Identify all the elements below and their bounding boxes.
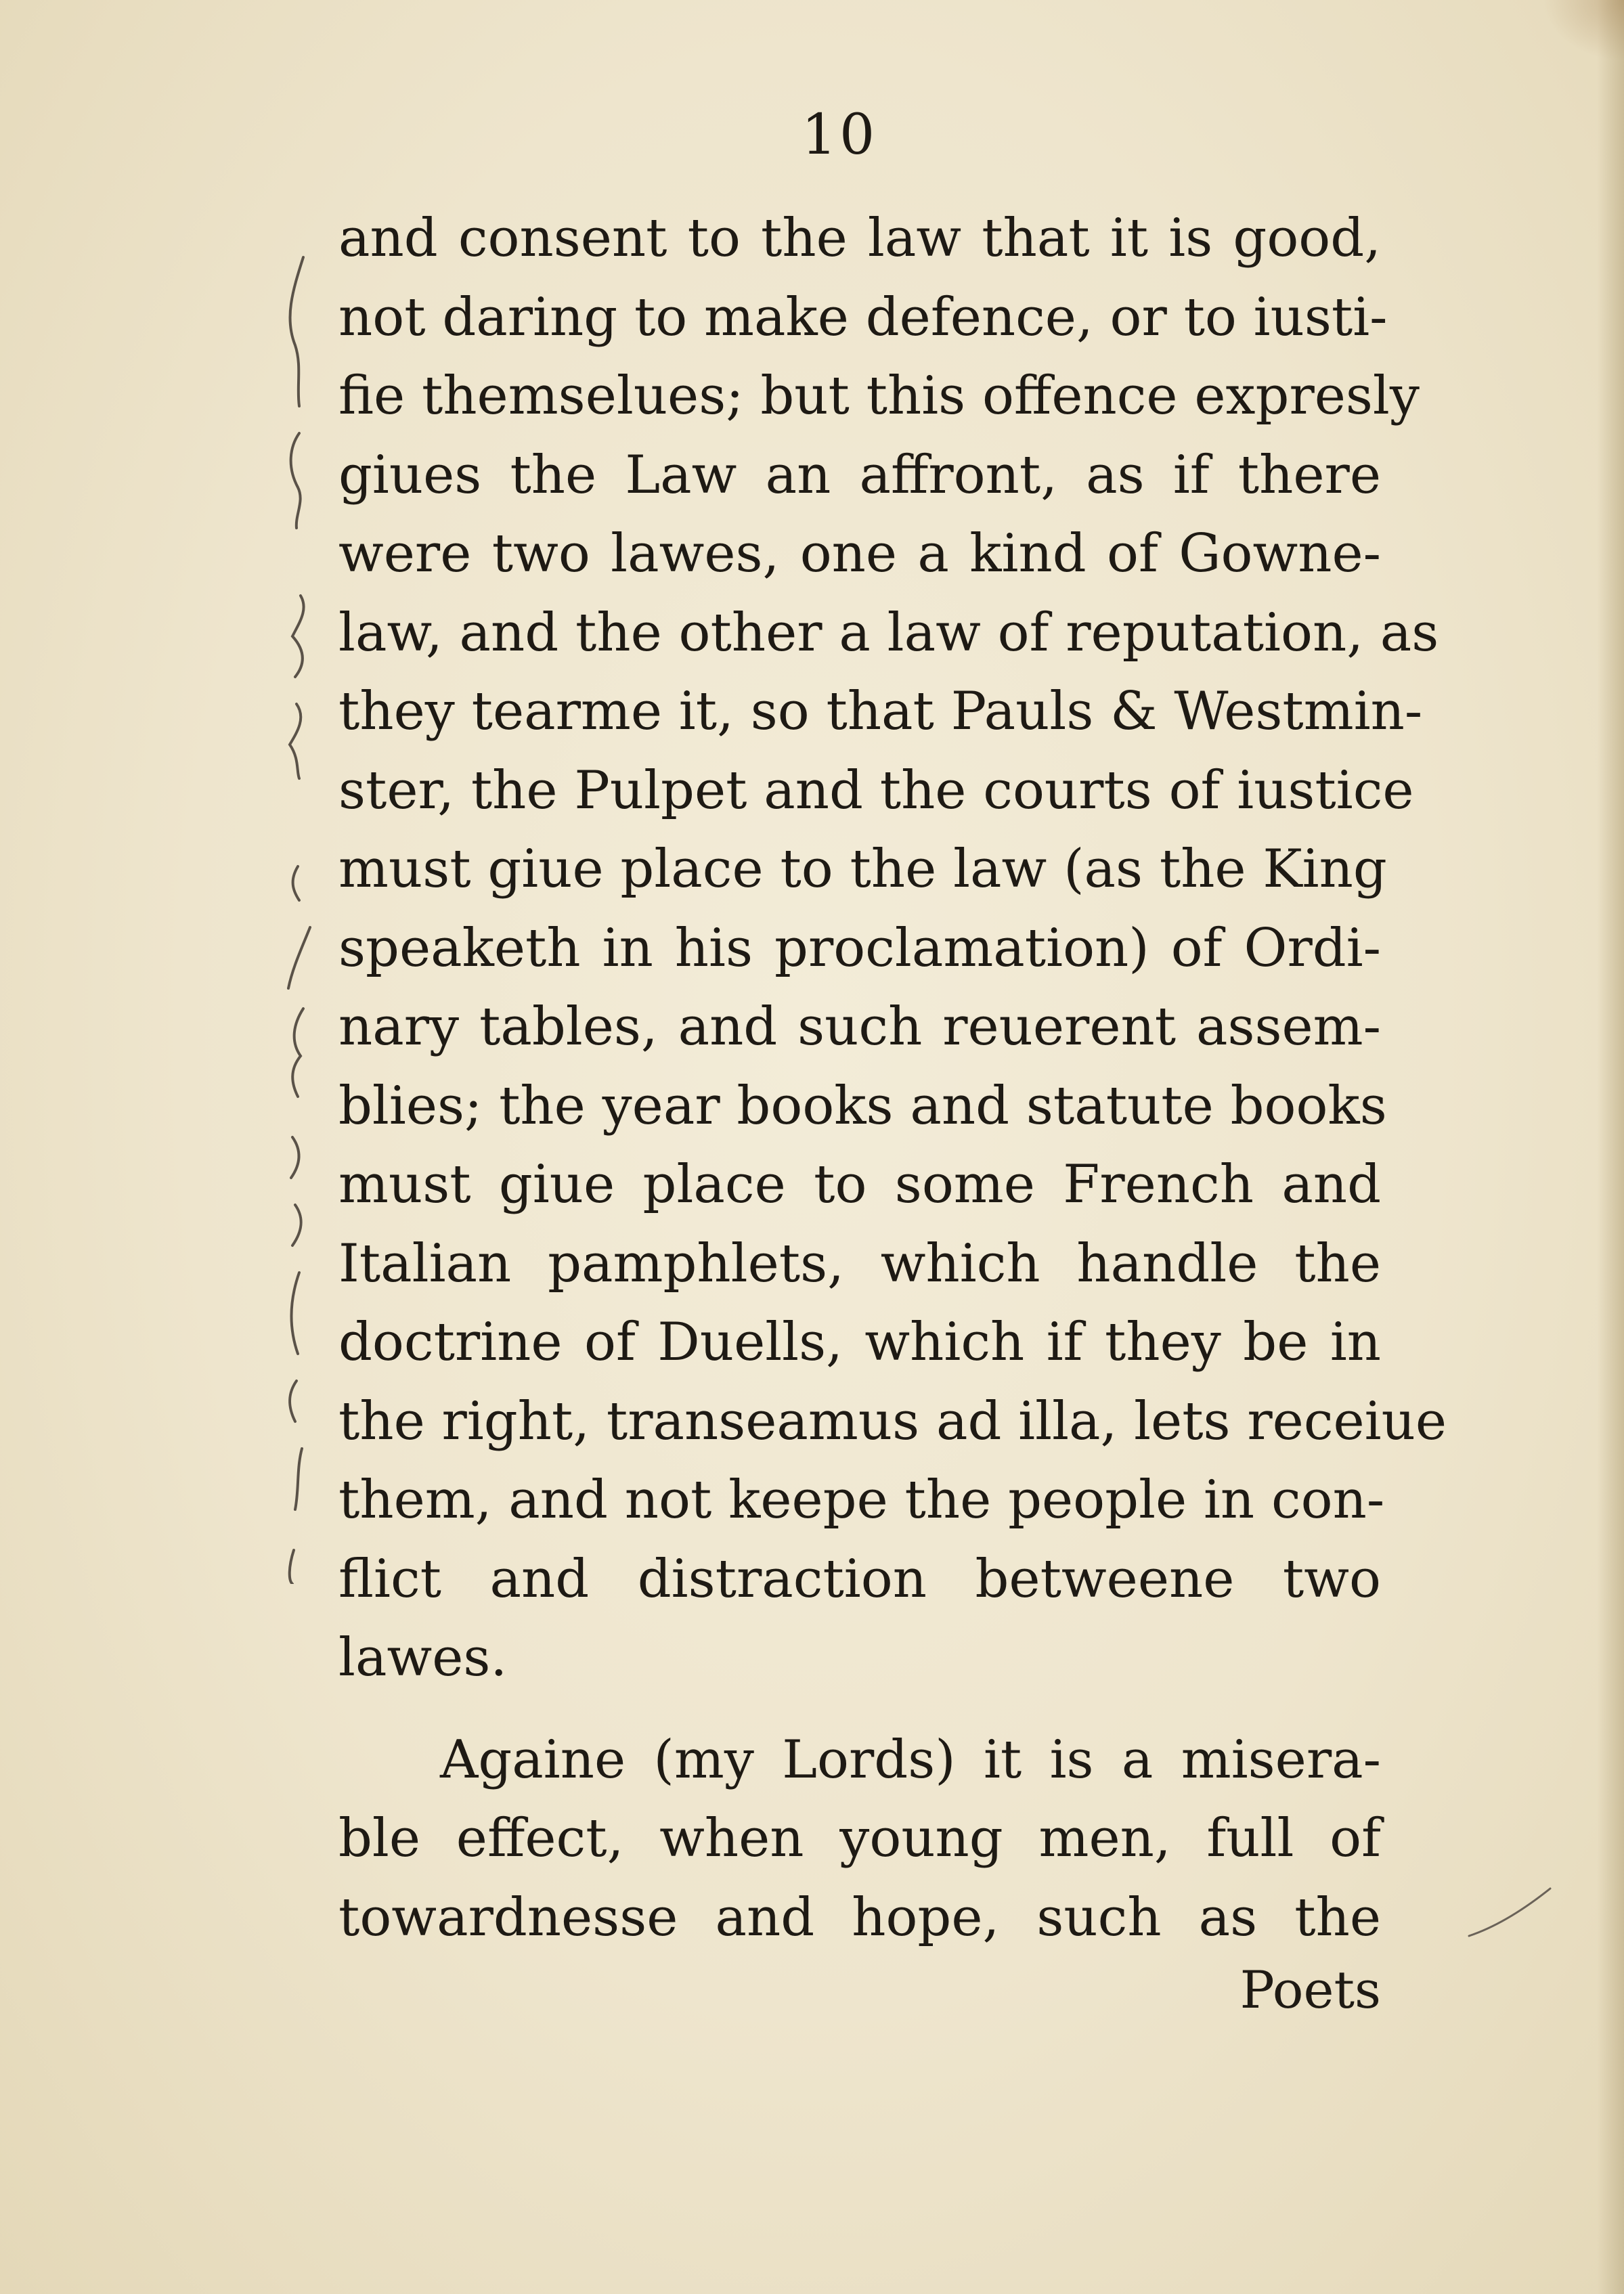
- body-text: [338, 199, 1447, 1957]
- text-line: they tearme it, so that Pauls & Westmin-: [338, 681, 1423, 742]
- text-line: them, and not keepe the people in con-: [338, 1470, 1385, 1530]
- page-number: 10: [801, 103, 878, 167]
- text-line: ble effect, when young men, full of: [338, 1808, 1381, 1869]
- text-line: must giue place to the law (as the King: [338, 839, 1387, 900]
- text-line: fie themselues; but this offence expresly: [338, 366, 1420, 426]
- text-line: giues the Law an affront, as if there: [338, 444, 1381, 506]
- text-line: must giue place to some French and: [338, 1154, 1381, 1215]
- text-line: lawes.: [338, 1627, 508, 1688]
- text-line: and consent to the law that it is good,: [338, 208, 1381, 269]
- text-line: blies; the year books and statute books: [338, 1075, 1387, 1137]
- paragraph-gap: [338, 1698, 1381, 1721]
- text-line: flict and distraction betweene two: [338, 1548, 1381, 1610]
- text-line: towardnesse and hope, such as the: [338, 1887, 1381, 1948]
- text-line: ster, the Pulpet and the courts of iustice: [338, 759, 1414, 821]
- marginal-bracket-marks: [257, 230, 338, 1584]
- text-line: the right, transeamus ad illa, lets receiue: [338, 1390, 1447, 1452]
- text-line: not daring to make defence, or to iusti-: [338, 286, 1388, 348]
- page-edge-shadow: [1597, 0, 1624, 2294]
- text-line: Againe (my Lords) it is a misera-: [440, 1729, 1381, 1790]
- corner-stain: [1543, 0, 1624, 61]
- text-line: nary tables, and such reuerent assem-: [338, 996, 1381, 1057]
- text-line: Italian pamphlets, which handle the: [338, 1233, 1381, 1294]
- text-line: law, and the other a law of reputation, as: [338, 602, 1439, 663]
- text-line: speaketh in his proclamation) of Ordi-: [338, 917, 1381, 979]
- text-line: doctrine of Duells, which if they be in: [338, 1312, 1381, 1373]
- text-line: were two lawes, one a kind of Gowne-: [338, 523, 1381, 584]
- catchword: Poets: [1239, 1960, 1381, 2020]
